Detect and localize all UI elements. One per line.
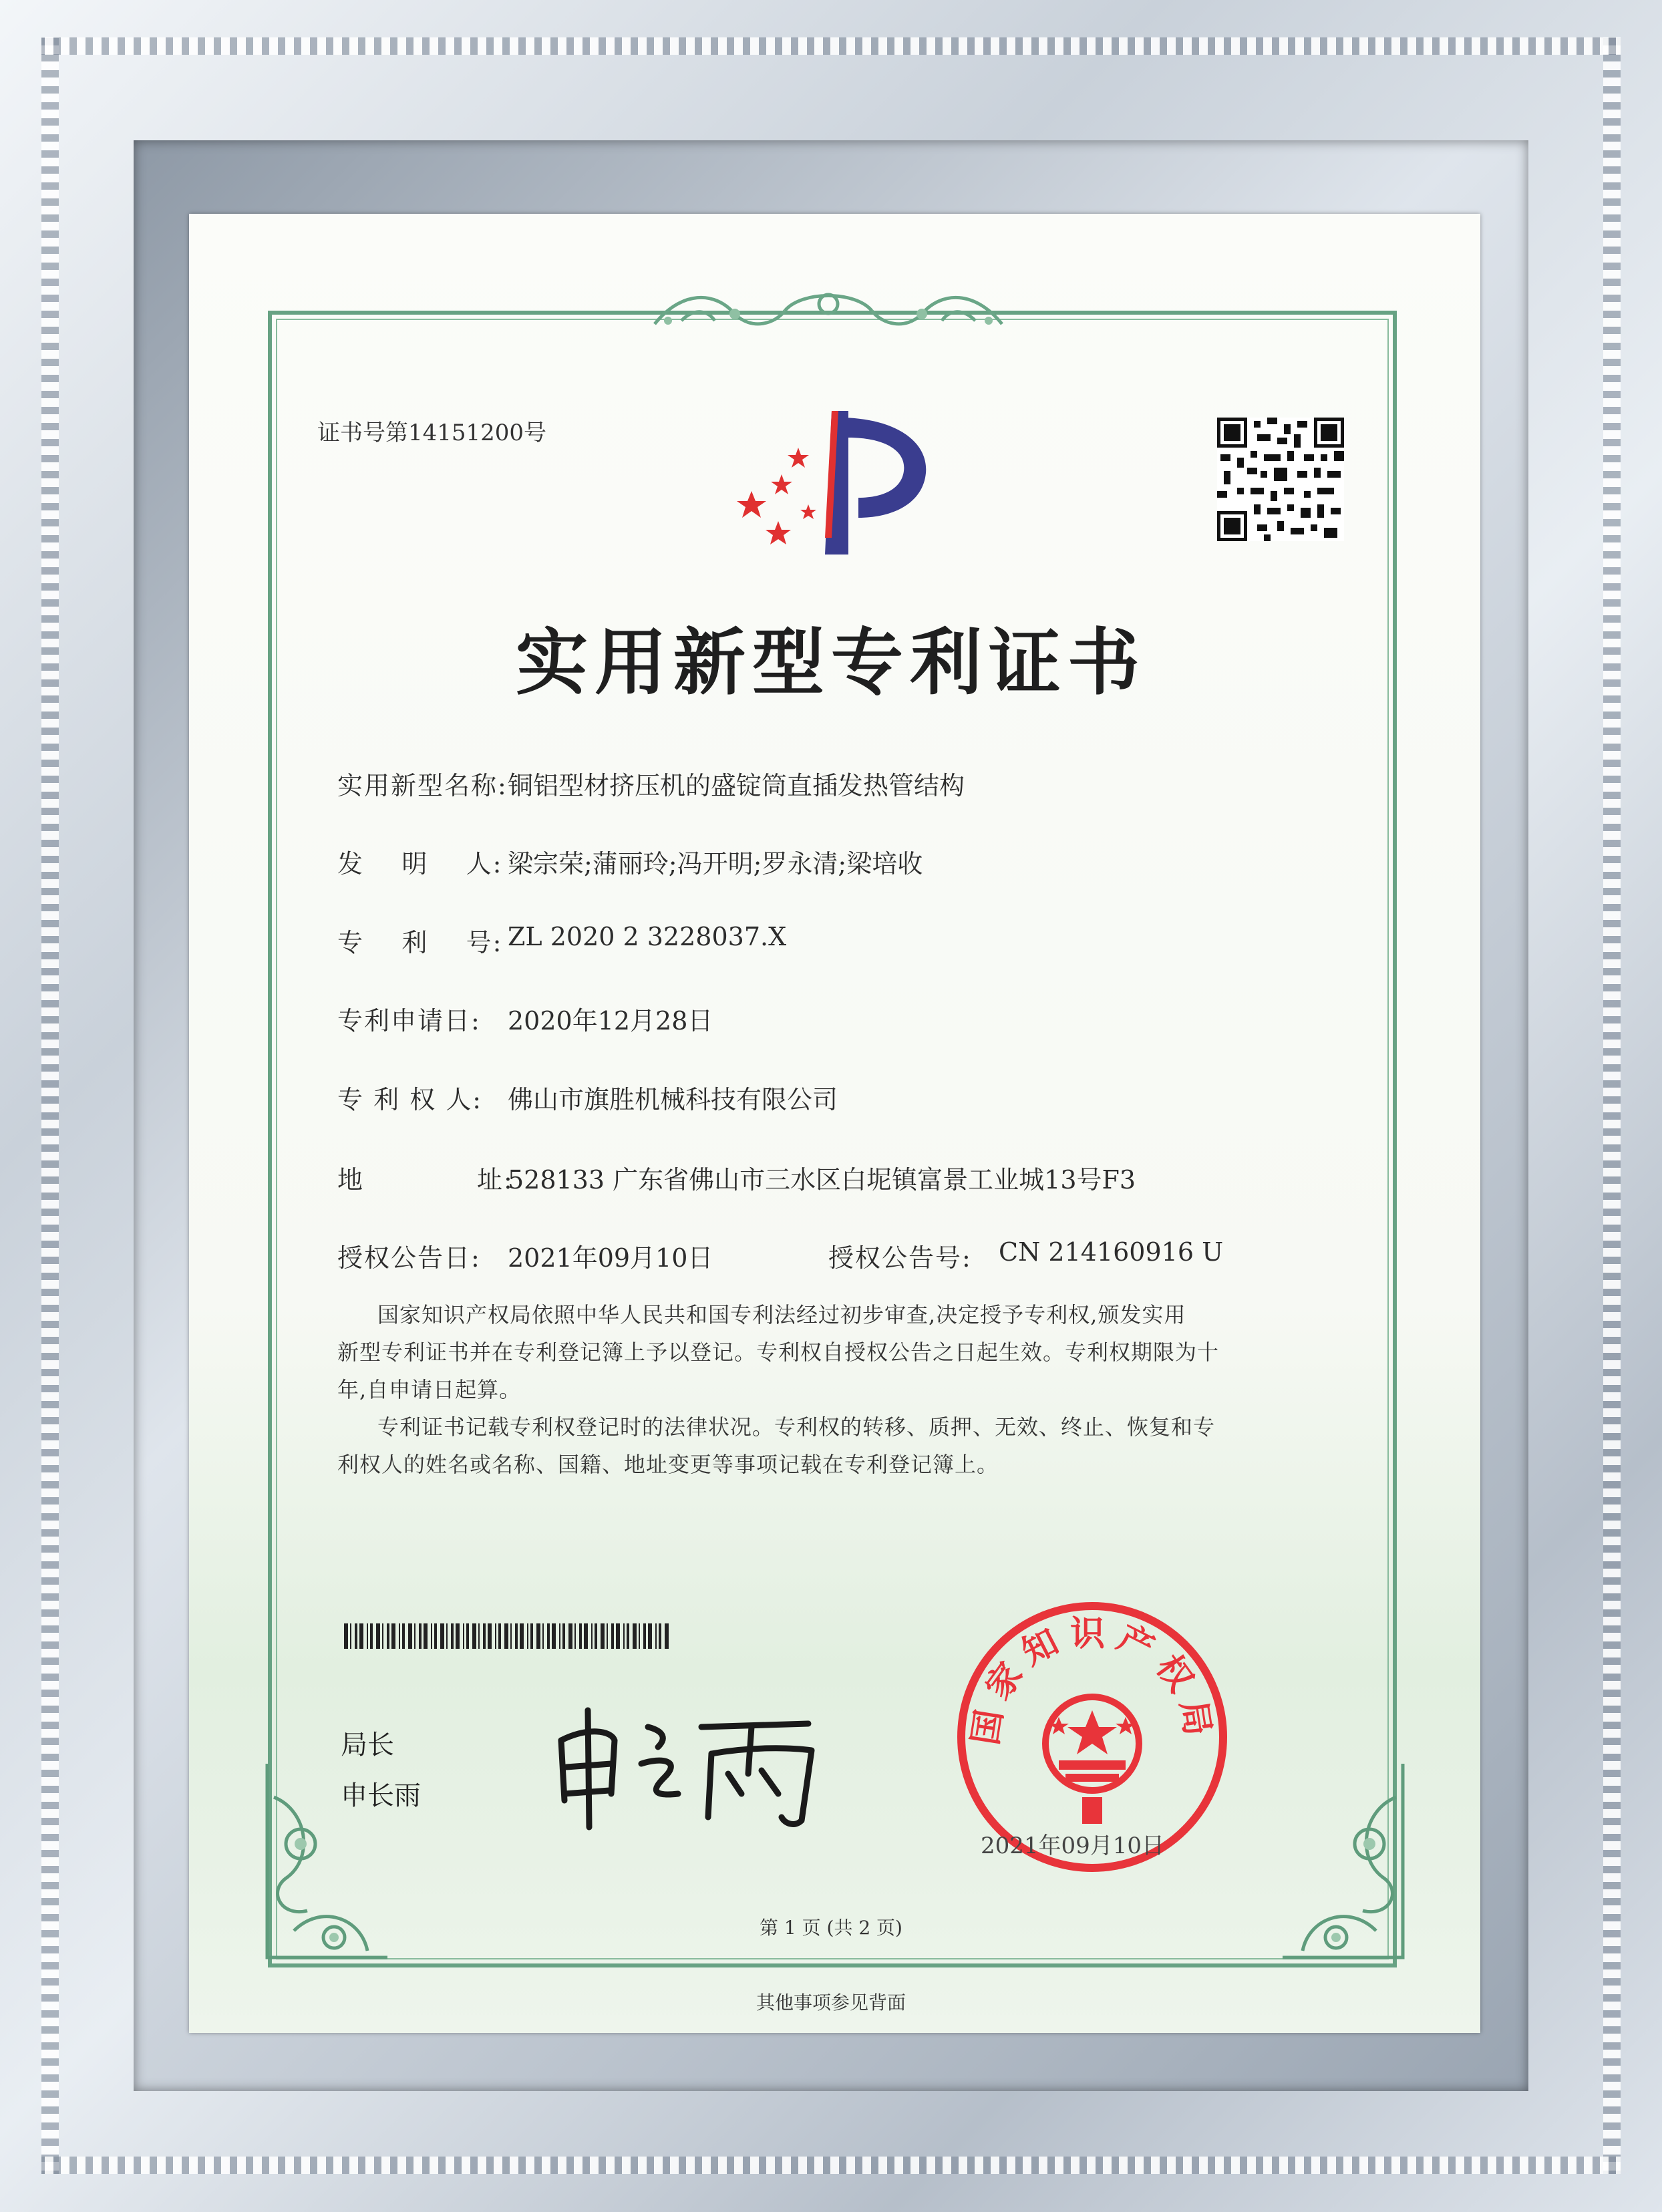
director-name: 申长雨 [341, 1780, 421, 1811]
page-number: 第 1 页 (共 2 页) [760, 1917, 902, 1939]
patent-number-label: 专 利 号: [337, 928, 503, 957]
stamp-date: 2021年09月10日 [981, 1833, 1165, 1859]
body-paragraph-2-line-1: 专利证书记载专利权登记时的法律状况。专利权的转移、质押、无效、终止、恢复和专 [377, 1414, 1216, 1440]
qr-code-icon [1217, 418, 1344, 541]
cnipa-logo-icon [731, 404, 932, 558]
address-value: 528133 广东省佛山市三水区白坭镇富景工业城13号F3 [508, 1165, 1136, 1195]
certificate-title: 实用新型专利证书 [515, 621, 1146, 705]
body-paragraph-1-line-2: 新型专利证书并在专利登记簿上予以登记。专利权自授权公告之日起生效。专利权期限为十 [337, 1339, 1220, 1365]
signature-icon [548, 1700, 835, 1834]
barcode-icon [344, 1623, 671, 1649]
inventors-value: 梁宗荣;蒲丽玲;冯开明;罗永清;梁培收 [508, 849, 923, 879]
grant-announcement-date-label: 授权公告日: [337, 1243, 481, 1273]
utility-model-name-value: 铜铝型材挤压机的盛锭筒直插发热管结构 [508, 771, 965, 800]
body-paragraph-1-line-3: 年,自申请日起算。 [337, 1377, 522, 1402]
grant-announcement-date-value: 2021年09月10日 [508, 1243, 713, 1273]
body-paragraph-2-line-2: 利权人的姓名或名称、国籍、地址变更等事项记载在专利登记簿上。 [337, 1452, 999, 1477]
address-label: 地 址: [337, 1165, 514, 1195]
bottom-right-ornament-icon [1263, 1757, 1416, 1978]
application-date-label: 专利申请日: [337, 1006, 481, 1036]
grant-announcement-number-value: CN 214160916 U [999, 1237, 1224, 1267]
back-note: 其他事项参见背面 [756, 1992, 906, 2014]
patentee-value: 佛山市旗胜机械科技有限公司 [508, 1085, 838, 1114]
grant-announcement-number-label: 授权公告号: [828, 1243, 972, 1273]
top-ornament-icon [641, 284, 1015, 344]
body-paragraph-1-line-1: 国家知识产权局依照中华人民共和国专利法经过初步审查,决定授予专利权,颁发实用 [377, 1302, 1186, 1327]
application-date-value: 2020年12月28日 [508, 1006, 713, 1036]
inventors-label: 发 明 人: [337, 849, 503, 879]
utility-model-name-label: 实用新型名称: [337, 771, 508, 800]
patentee-label: 专 利 权 人: [337, 1085, 483, 1114]
certificate-number: 证书号第14151200号 [317, 420, 547, 446]
seal-org-name: 国家知识产权局 [965, 1613, 1219, 1748]
director-title: 局长 [341, 1730, 394, 1760]
patent-number-value: ZL 2020 2 3228037.X [508, 922, 787, 951]
